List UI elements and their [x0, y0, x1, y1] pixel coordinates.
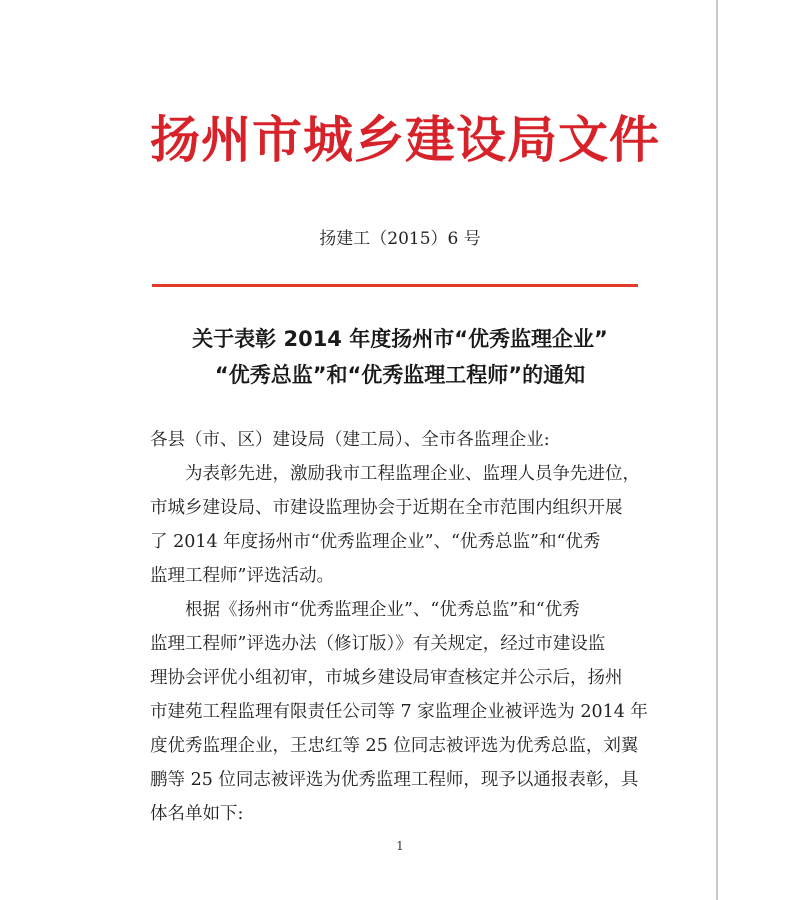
paragraph-2-line: 度优秀监理企业，王忠红等 25 位同志被评选为优秀总监，刘翼 [150, 736, 639, 756]
paragraph-2-line: 根据《扬州市“优秀监理企业”、“优秀总监”和“优秀 [185, 600, 580, 620]
paragraph-1 [150, 457, 640, 593]
paragraph-1-line: 市城乡建设局、市建设监理协会于近期在全市范围内组织开展 [150, 498, 623, 518]
paragraph-1-line: 为表彰先进，激励我市工程监理企业、监理人员争先进位， [185, 464, 640, 484]
page-edge-divider [716, 0, 718, 900]
document-number: 扬建工（2015）6 号 [319, 229, 481, 249]
paragraph-1-line: 了 2014 年度扬州市“优秀监理企业”、“优秀总监”和“优秀 [150, 532, 601, 552]
paragraph-1-line: 监理工程师”评选活动。 [150, 566, 334, 586]
paragraph-2-line: 监理工程师”评选办法（修订版）》有关规定，经过市建设监 [150, 634, 606, 654]
paragraph-2-line: 市建苑工程监理有限责任公司等 7 家监理企业被评选为 2014 年 [150, 702, 648, 722]
notice-body [150, 423, 648, 831]
paragraph-2-line: 体名单如下: [150, 804, 244, 824]
red-divider [152, 284, 638, 287]
salutation: 各县（市、区）建设局（建工局）、全市各监理企业: [150, 430, 550, 450]
notice-title-line-1: 关于表彰 2014 年度扬州市“优秀监理企业” [192, 327, 608, 351]
notice-title-line-2: “优秀总监”和“优秀监理工程师”的通知 [214, 363, 586, 387]
paragraph-2-line: 理协会评优小组初审，市城乡建设局审查核定并公示后，扬州 [150, 668, 623, 688]
paragraph-2 [150, 593, 648, 831]
page-number: 1 [396, 839, 404, 853]
letterhead-title: 扬州市城乡建设局文件 [150, 110, 660, 169]
paragraph-2-line: 鹏等 25 位同志被评选为优秀监理工程师，现予以通报表彰，具 [150, 770, 639, 790]
